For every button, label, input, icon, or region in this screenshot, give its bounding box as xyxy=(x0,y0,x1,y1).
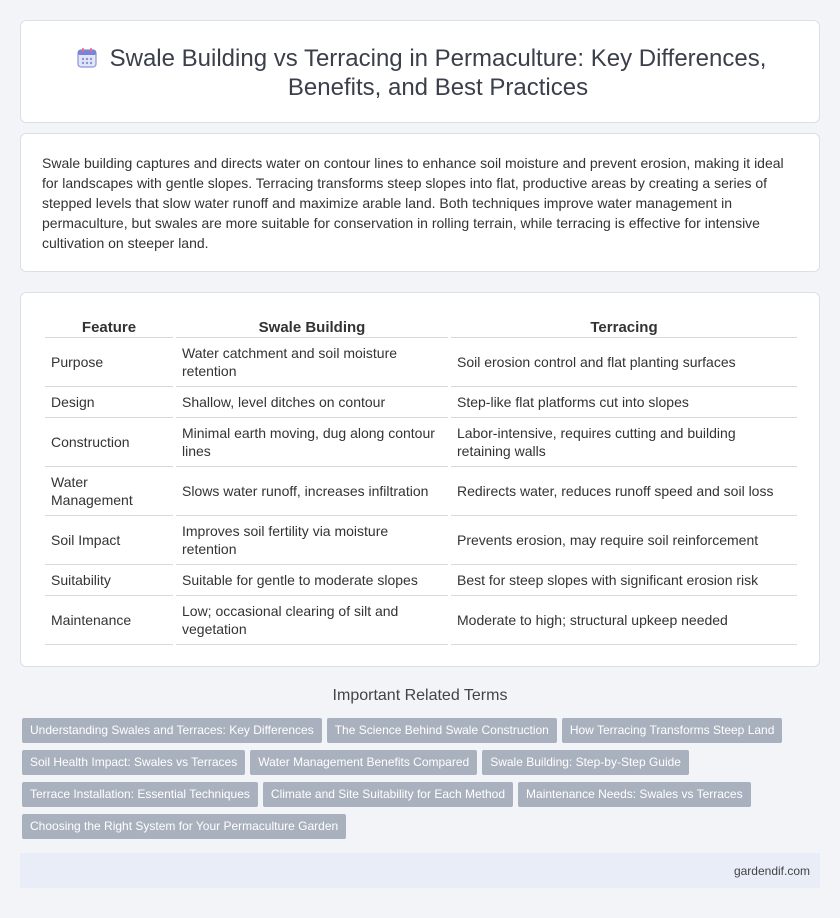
page-title xyxy=(21,44,819,102)
related-term-tag[interactable]: Terrace Installation: Essential Techniques xyxy=(22,782,258,807)
row-feature: Water Management xyxy=(45,467,173,516)
row-swale: Shallow, level ditches on contour xyxy=(176,387,448,418)
row-feature: Construction xyxy=(45,418,173,467)
related-term-tag[interactable]: Choosing the Right System for Your Permaculture Garden xyxy=(22,814,346,839)
related-term-tag[interactable]: The Science Behind Swale Construction xyxy=(327,718,557,743)
table-header-row xyxy=(45,314,797,338)
row-swale: Slows water runoff, increases infiltration xyxy=(176,467,448,516)
related-term-tag[interactable]: Water Management Benefits Compared xyxy=(250,750,477,775)
related-term-tag[interactable]: Climate and Site Suitability for Each Method xyxy=(263,782,513,807)
related-terms-title: Important Related Terms xyxy=(332,687,508,704)
comparison-table xyxy=(42,314,800,645)
table-row xyxy=(45,516,797,565)
row-swale: Low; occasional clearing of silt and vegetation xyxy=(176,596,448,645)
intro-card xyxy=(20,133,820,272)
row-terracing: Prevents erosion, may require soil reinforcement xyxy=(451,516,797,565)
row-feature: Soil Impact xyxy=(45,516,173,565)
header-terracing: Terracing xyxy=(451,314,797,338)
row-feature: Purpose xyxy=(45,338,173,387)
table-row xyxy=(45,467,797,516)
table-row xyxy=(45,596,797,645)
related-term-tag[interactable]: Soil Health Impact: Swales vs Terraces xyxy=(22,750,245,775)
row-terracing: Step-like flat platforms cut into slopes xyxy=(451,387,797,418)
footer xyxy=(20,853,820,888)
footer-site-link[interactable]: gardendif.com xyxy=(733,864,810,878)
row-swale: Improves soil fertility via moisture retention xyxy=(176,516,448,565)
row-terracing: Redirects water, reduces runoff speed and soil loss xyxy=(451,467,797,516)
row-terracing: Soil erosion control and flat planting surfaces xyxy=(451,338,797,387)
intro-text: Swale building captures and directs water on contour lines to enhance soil moisture and prevent erosion, making it ideal for landscapes with gentle slopes. Terracing transforms steep slopes into flat, productive areas by creating a series of stepped levels that slow water runoff and maximize arable land. Both techniques improve water management in permaculture, but swales are more suitable for conservation in rolling terrain, while terracing is effective for intensive cultivation on steeper land. xyxy=(42,155,784,251)
table-row xyxy=(45,338,797,387)
row-terracing: Moderate to high; structural upkeep needed xyxy=(451,596,797,645)
row-swale: Water catchment and soil moisture retention xyxy=(176,338,448,387)
table-row xyxy=(45,418,797,467)
header-feature: Feature xyxy=(45,314,173,338)
row-terracing: Best for steep slopes with significant erosion risk xyxy=(451,565,797,596)
row-terracing: Labor-intensive, requires cutting and building retaining walls xyxy=(451,418,797,467)
comparison-card xyxy=(20,292,820,667)
table-row xyxy=(45,387,797,418)
related-term-tag[interactable]: Understanding Swales and Terraces: Key Differences xyxy=(22,718,322,743)
page-title-text: Swale Building vs Terracing in Permaculture: Key Differences, Benefits, and Best Practices xyxy=(109,45,767,101)
row-swale: Suitable for gentle to moderate slopes xyxy=(176,565,448,596)
row-feature: Maintenance xyxy=(45,596,173,645)
header-swale: Swale Building xyxy=(176,314,448,338)
row-feature: Design xyxy=(45,387,173,418)
related-terms-list xyxy=(22,718,822,846)
related-term-tag[interactable]: How Terracing Transforms Steep Land xyxy=(562,718,783,743)
row-swale: Minimal earth moving, dug along contour lines xyxy=(176,418,448,467)
related-term-tag[interactable]: Swale Building: Step-by-Step Guide xyxy=(482,750,689,775)
table-row xyxy=(45,565,797,596)
row-feature: Suitability xyxy=(45,565,173,596)
title-card xyxy=(20,20,820,123)
related-term-tag[interactable]: Maintenance Needs: Swales vs Terraces xyxy=(518,782,751,807)
